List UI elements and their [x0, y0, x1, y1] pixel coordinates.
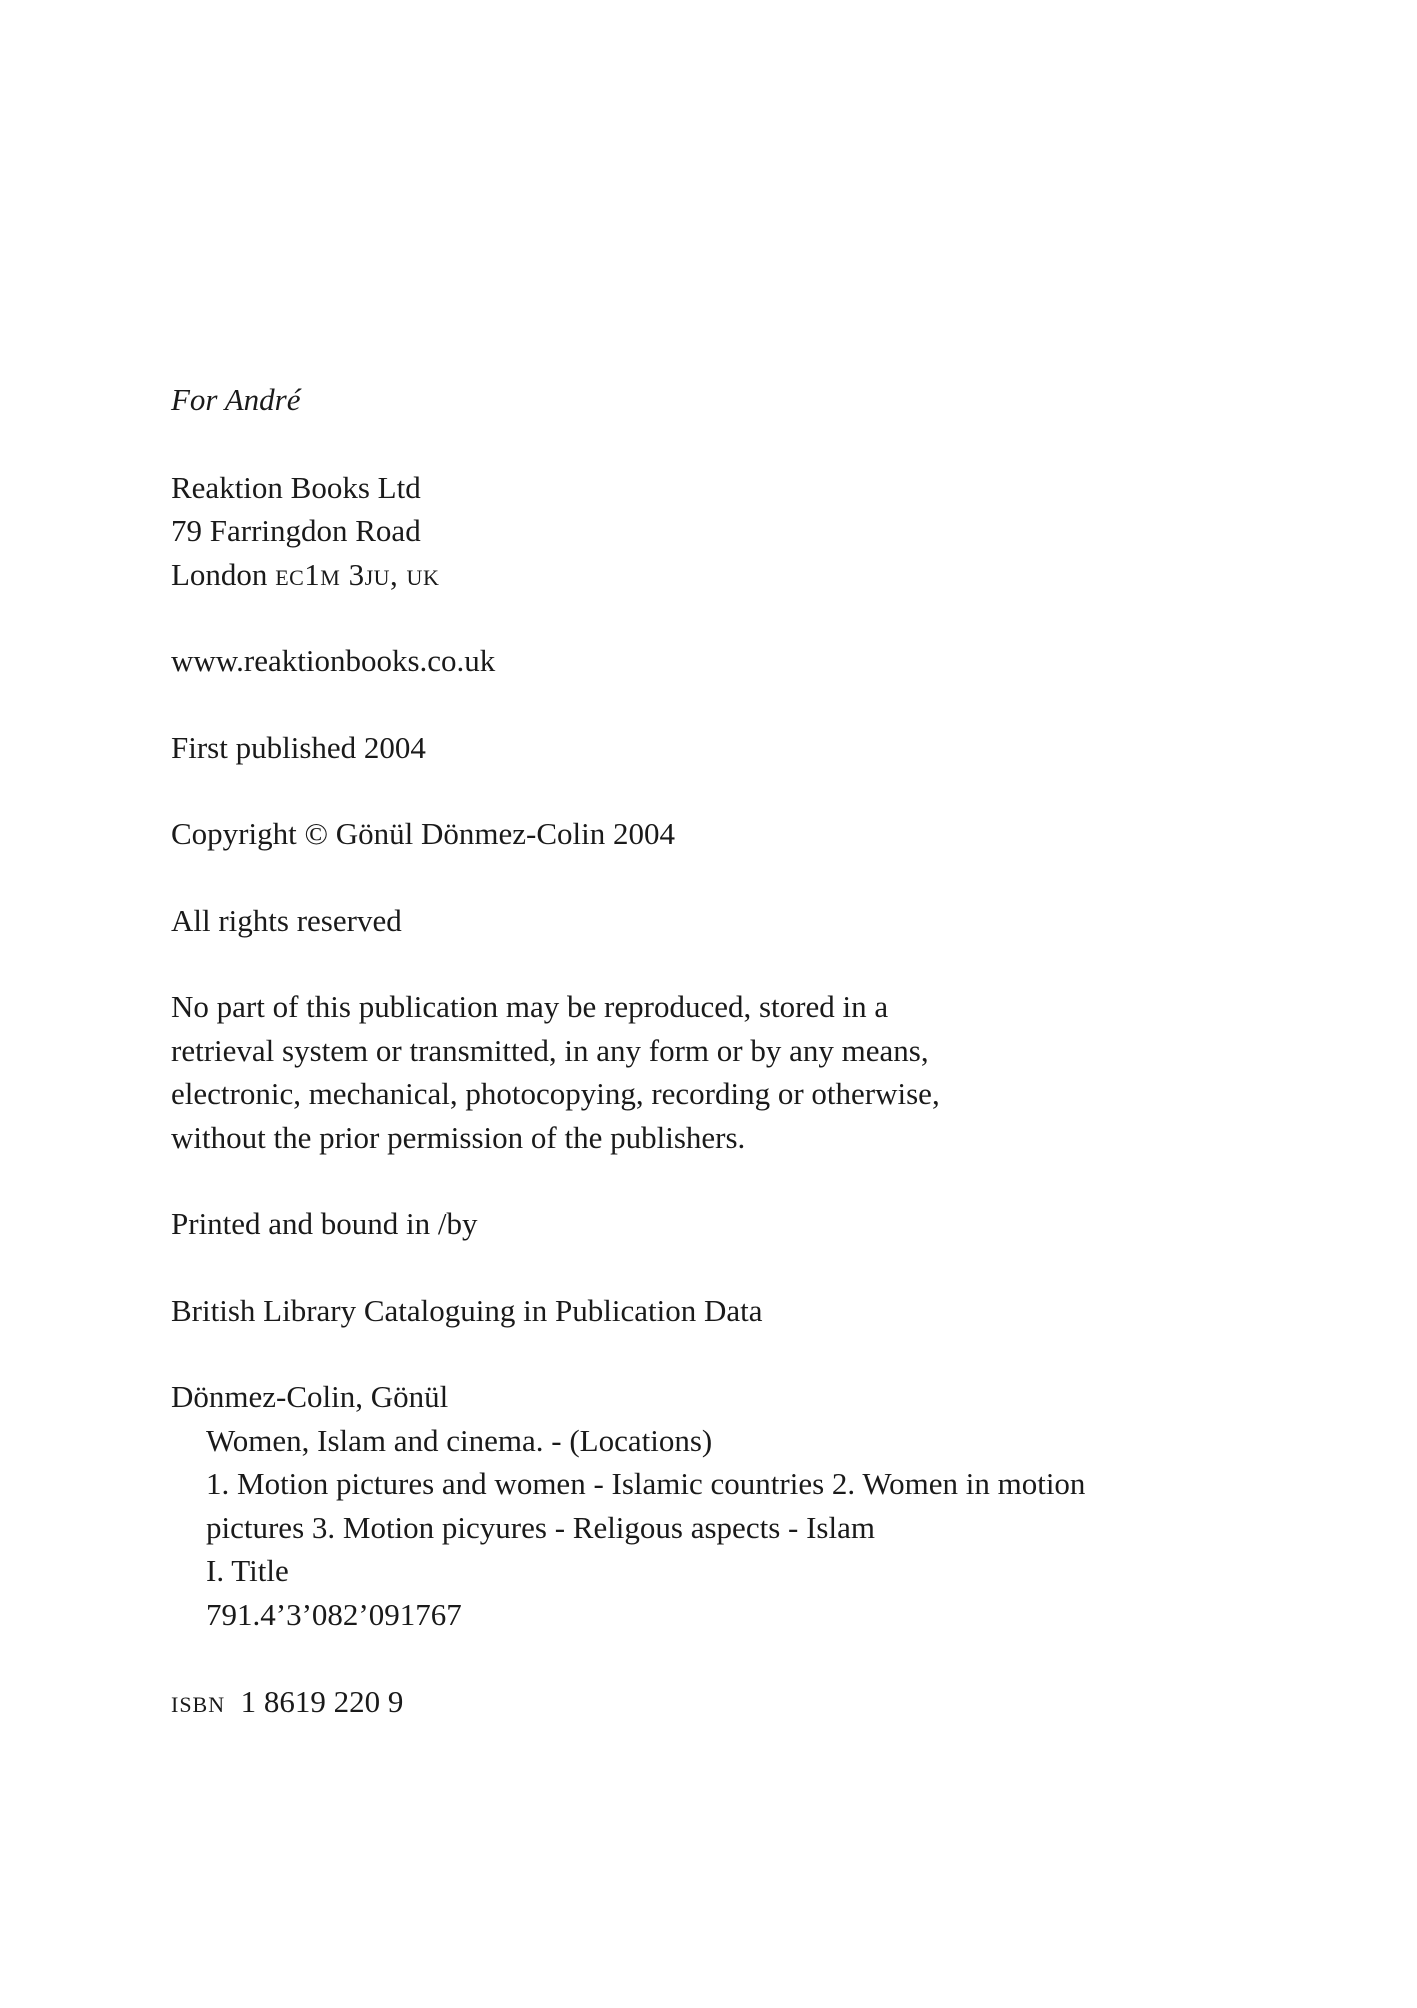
- isbn-line: [171, 1680, 1251, 1724]
- publisher-city: London: [171, 556, 268, 592]
- notice-line: No part of this publication may be reproduced, stored in a: [171, 989, 889, 1024]
- rights-reserved: All rights reserved: [171, 902, 402, 938]
- notice-line: electronic, mechanical, photocopying, recording or otherwise,: [171, 1076, 940, 1111]
- copyright-page: [171, 378, 1251, 1724]
- cip-line: I. Title: [206, 1553, 289, 1588]
- dedication: For André: [171, 382, 301, 417]
- isbn-label: isbn: [171, 1684, 226, 1719]
- publisher-website: www.reaktionbooks.co.uk: [171, 643, 496, 678]
- cip-record: [171, 1375, 1251, 1636]
- printed-and-bound: Printed and bound in /by: [171, 1206, 478, 1241]
- publisher-postcode: ec1m 3ju, uk: [275, 556, 440, 592]
- cip-line: 1. Motion pictures and women - Islamic countries 2. Women in motion: [206, 1466, 1086, 1501]
- cip-heading: British Library Cataloguing in Publication Data: [171, 1292, 763, 1328]
- notice-line: without the prior permission of the publishers.: [171, 1119, 746, 1155]
- publisher-address: 79 Farringdon Road: [171, 513, 421, 548]
- publisher-name: Reaktion Books Ltd: [171, 469, 421, 505]
- reproduction-notice: [171, 985, 1251, 1159]
- cip-line: 791.4’3’082’091767: [206, 1596, 462, 1632]
- publisher-block: [171, 466, 1251, 597]
- isbn-number: 1 8619 220 9: [240, 1684, 404, 1719]
- publisher-city-line: [171, 553, 1251, 597]
- notice-line: retrieval system or transmitted, in any form or by any means,: [171, 1032, 929, 1068]
- cip-line: Women, Islam and cinema. - (Locations): [206, 1422, 713, 1458]
- first-published: First published 2004: [171, 729, 426, 765]
- cip-line: pictures 3. Motion picyures - Religous aspects - Islam: [206, 1509, 875, 1545]
- cip-author: Dönmez-Colin, Gönül: [171, 1379, 449, 1414]
- copyright-notice: Copyright © Gönül Dönmez-Colin 2004: [171, 816, 676, 851]
